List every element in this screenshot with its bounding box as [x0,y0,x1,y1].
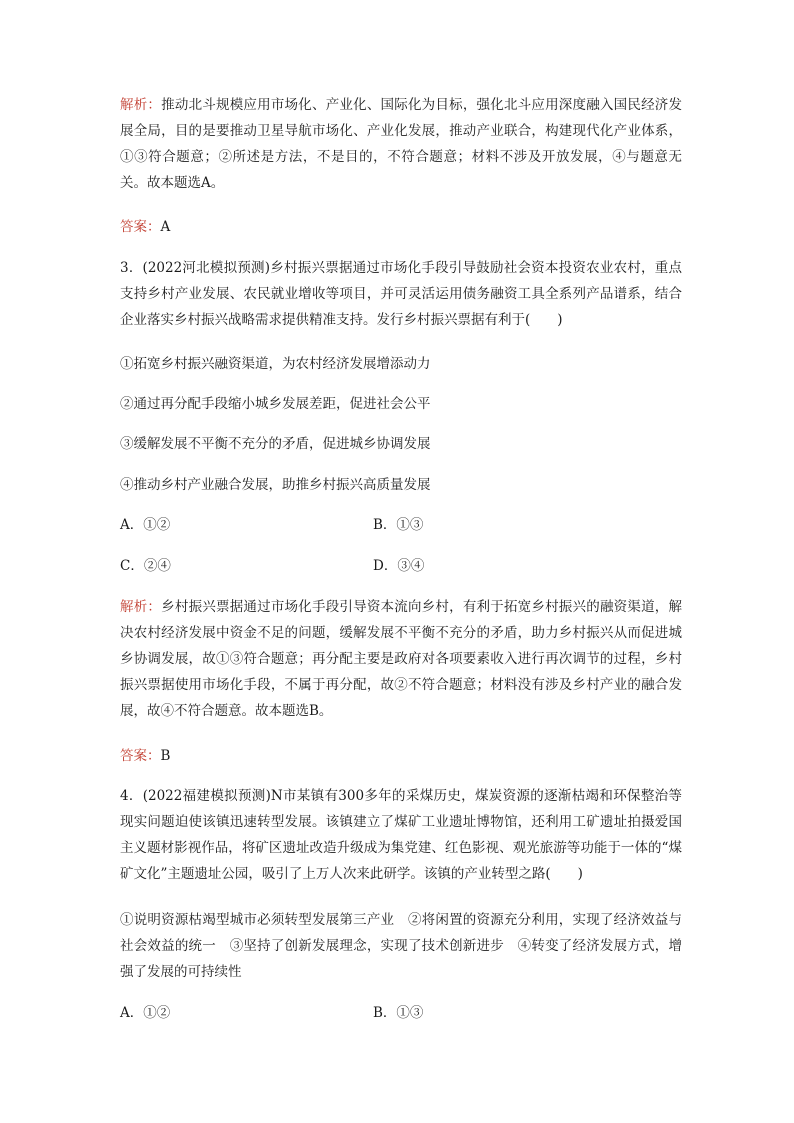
q3-option-b[interactable]: B．①③ [373,517,424,533]
q2-analysis-text: 推动北斗规模应用市场化、产业化、国际化为目标，强化北斗应用深度融入国民经济发展全局，目的是要推动卫星导航市场化、产业化发展，推动产业联合，构建现代化产业体系，①③符合题意；②所述是方法，不是目的，不符合题意；材料不涉及开放发展，④与题意无关。故本题选A。 [120,97,683,191]
q3-statement-3: ③缓解发展不平衡不充分的矛盾，促进城乡协调发展 [120,436,431,452]
q2-analysis [120,92,682,196]
q3-answer-label: 答案： [120,748,161,764]
q2-answer-label: 答案： [120,219,161,235]
q3-stem: 3．(2022河北模拟预测)乡村振兴票据通过市场化手段引导鼓励社会资本投资农业农村，重点支持乡村产业发展、农民就业增收等项目，并可灵活运用债务融资工具全系列产品谱系，结合企业落实乡村振兴战略需求提供精准支持。发行乡村振兴票据有利于( ) [120,260,682,328]
q4-options-row-1 [120,1000,682,1026]
q4-statements: ①说明资源枯竭型城市必须转型发展第三产业 ②将闲置的资源充分利用，实现了经济效益与社会效益的统一 ③坚持了创新发展理念，实现了技术创新进步 ④转变了经济发展方式，增强了发展的可持续性 [120,912,682,980]
q4-stem: 4．(2022福建模拟预测)N市某镇有300多年的采煤历史，煤炭资源的逐渐枯竭和环保整治等现实问题迫使该镇迅速转型发展。该镇建立了煤矿工业遗址博物馆，还利用工矿遗址拍摄爱国主义题材影视作品，将矿区遗址改造升级成为集党建、红色影视、观光旅游等功能于一体的“煤矿文化”主题遗址公园，吸引了上万人次来此研学。该镇的产业转型之路( ) [120,788,682,882]
q3-answer [120,743,682,769]
q3-option-a[interactable]: A．①② [120,517,171,533]
q3-options-row-1 [120,512,682,538]
q2-analysis-label: 解析： [120,97,162,113]
q3-statement-4: ④推动乡村产业融合发展，助推乡村振兴高质量发展 [120,477,431,493]
q3-statement-1: ①拓宽乡村振兴融资渠道，为农村经济发展增添动力 [120,356,431,372]
q2-answer [120,214,682,240]
q3-statement-2: ②通过再分配手段缩小城乡发展差距，促进社会公平 [120,396,431,412]
q4-option-a[interactable]: A．①② [120,1005,171,1021]
q3-option-d[interactable]: D．③④ [373,558,425,574]
q3-answer-value: B [160,748,171,764]
q3-analysis-text: 乡村振兴票据通过市场化手段引导资本流向乡村，有利于拓宽乡村振兴的融资渠道，解决农村经济发展中资金不足的问题，缓解发展不平衡不充分的矛盾，助力乡村振兴从而促进城乡协调发展，故①③符合题意；再分配主要是政府对各项要素收入进行再次调节的过程，乡村振兴票据使用市场化手段，不属于再分配，故②不符合题意；材料没有涉及乡村产业的融合发展，故④不符合题意。故本题选B。 [120,599,683,719]
q2-answer-value: A [160,219,171,235]
q3-analysis [120,594,682,724]
q3-option-c[interactable]: C．②④ [120,558,171,574]
q3-options-row-2 [120,553,682,579]
q4-option-b[interactable]: B．①③ [373,1005,424,1021]
q3-analysis-label: 解析： [120,599,162,615]
